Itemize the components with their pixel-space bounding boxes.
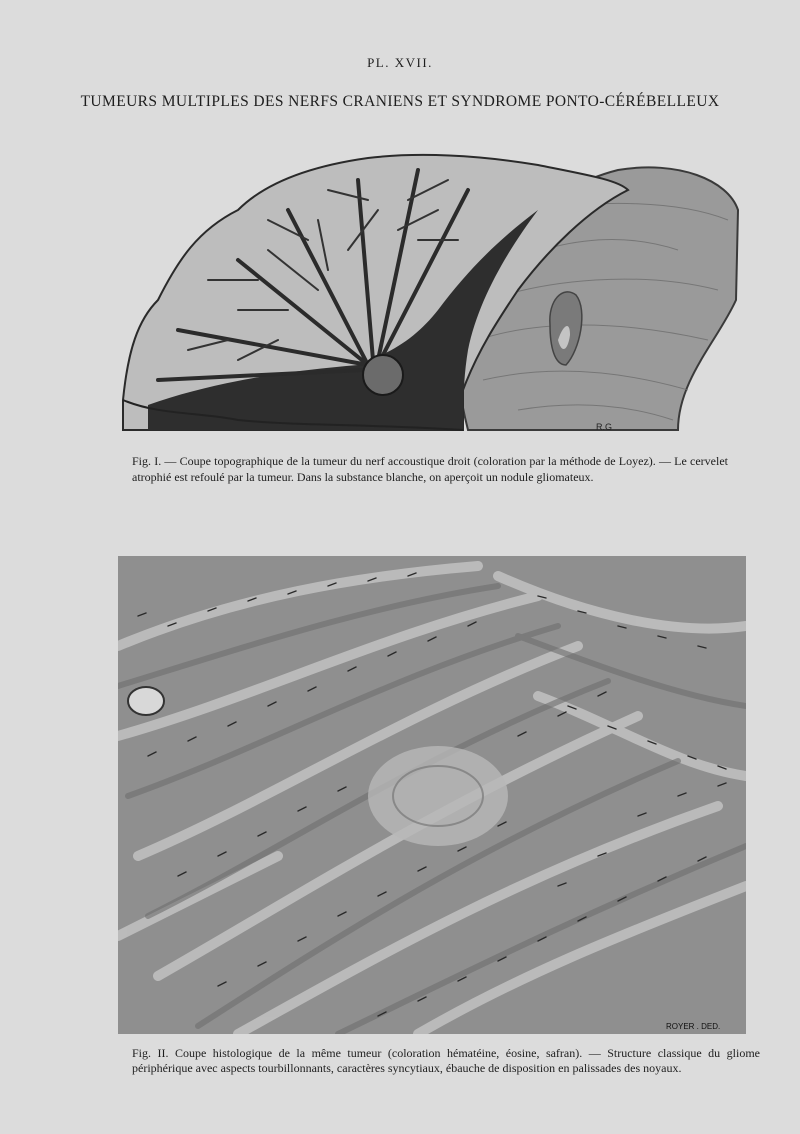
figure-1-illustration (118, 150, 740, 440)
figure-2-illustration (118, 556, 746, 1034)
figure-1-signature: R.G (596, 422, 613, 432)
figure-2-caption: Fig. II. Coupe histologique de la même tumeur (coloration hématéine, éosine, safran). — Structure classique du gliome périphérique avec aspects tourbillonnants, caractères syncytiaux, ébauche de disposition en palissades des noyaux. (132, 1046, 760, 1075)
figure-2-signature: ROYER . DED. (666, 1022, 721, 1031)
figure-1-caption: Fig. I. — Coupe topographique de la tumeur du nerf accoustique droit (coloration par la méthode de Loyez). — Le cervelet atrophié est refoulé par la tumeur. Dans la substance blanche, on aperçoit un nodule gliomateux. (132, 454, 728, 484)
whorl (368, 746, 508, 846)
plate-number: PL. XVII. (367, 55, 433, 70)
vessel (128, 687, 164, 715)
plate-title: TUMEURS MULTIPLES DES NERFS CRANIENS ET SYNDROME PONTO-CÉRÉBELLEUX (80, 93, 720, 110)
gliomatous-nodule (363, 355, 403, 395)
